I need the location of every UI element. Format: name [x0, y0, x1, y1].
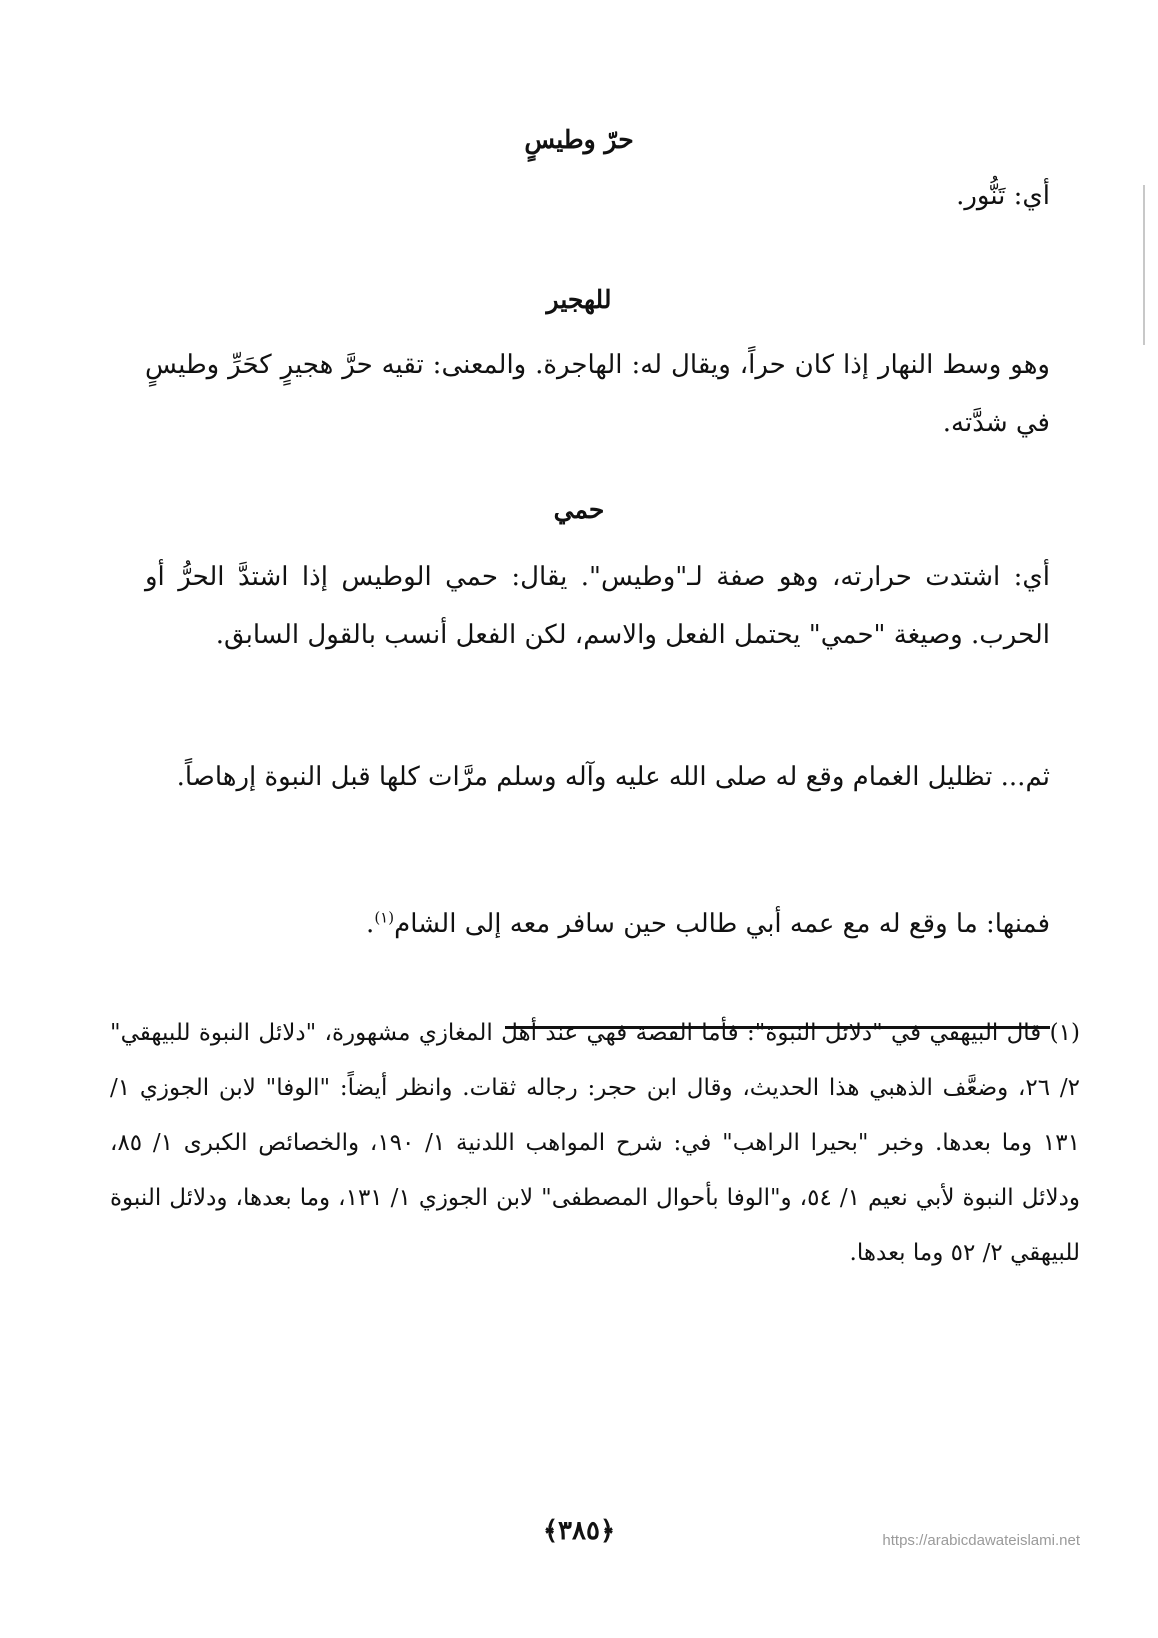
section-paragraph-2: وهو وسط النهار إذا كان حراً، ويقال له: الهاجرة. والمعنى: تقيه حرَّ هجيرٍ كحَرِّ وطيسٍ في شدَّته. [145, 350, 1050, 438]
closing-period: . [366, 909, 375, 939]
page-number: ﴿٣٨٥﴾ [542, 1516, 616, 1546]
watermark-url: https://arabicdawateislami.net [882, 1532, 1080, 1549]
closing-paragraph [145, 904, 1050, 944]
section-paragraph-1: أي: تَنُّور. [956, 181, 1050, 211]
margin-line [1143, 185, 1145, 345]
footnote-1: (١) قال البيهقي في "دلائل النبوة": فأما القصة فهي عند أهل المغازي مشهورة، "دلائل النبوة للبيهقي" ٢/ ٢٦، وضعَّف الذهبي هذا الحديث، وقال ابن حجر: رجاله ثقات. وانظر أيضاً: "الوفا" لابن الجوزي ١/ ١٣١ وما بعدها. وخبر "بحيرا الراهب" في: شرح المواهب اللدنية ١/ ١٩٠، والخصائص الكبرى ١/ ٨٥، ودلائل النبوة لأبي نعيم ١/ ٥٤، و"الوفا بأحوال المصطفى" لابن الجوزي ١/ ١٣١، وما بعدها، ودلائل النبوة للبيهقي ٢/ ٥٢ وما بعدها. [110, 1020, 1080, 1266]
footnote-reference[interactable]: (١) [374, 908, 395, 927]
section-heading-3: حمي [553, 495, 605, 524]
section-paragraph-4: ثم... تظليل الغمام وقع له صلى الله عليه وآله وسلم مرَّات كلها قبل النبوة إرهاصاً. [176, 762, 1050, 792]
footnotes [110, 1006, 1080, 1281]
closing-text: فمنها: ما وقع له مع عمه أبي طالب حين سافر معه إلى الشام [394, 909, 1050, 939]
section-heading-1: حرّ وطيسٍ [524, 125, 634, 154]
section-paragraph-3: أي: اشتدت حرارته، وهو صفة لـ"وطيس". يقال: حمي الوطيس إذا اشتدَّ الحرُّ أو الحرب. وصيغة "حمي" يحتمل الفعل والاسم، لكن الفعل أنسب بالقول السابق. [145, 562, 1050, 650]
section-heading-2: للهجير [546, 285, 612, 314]
